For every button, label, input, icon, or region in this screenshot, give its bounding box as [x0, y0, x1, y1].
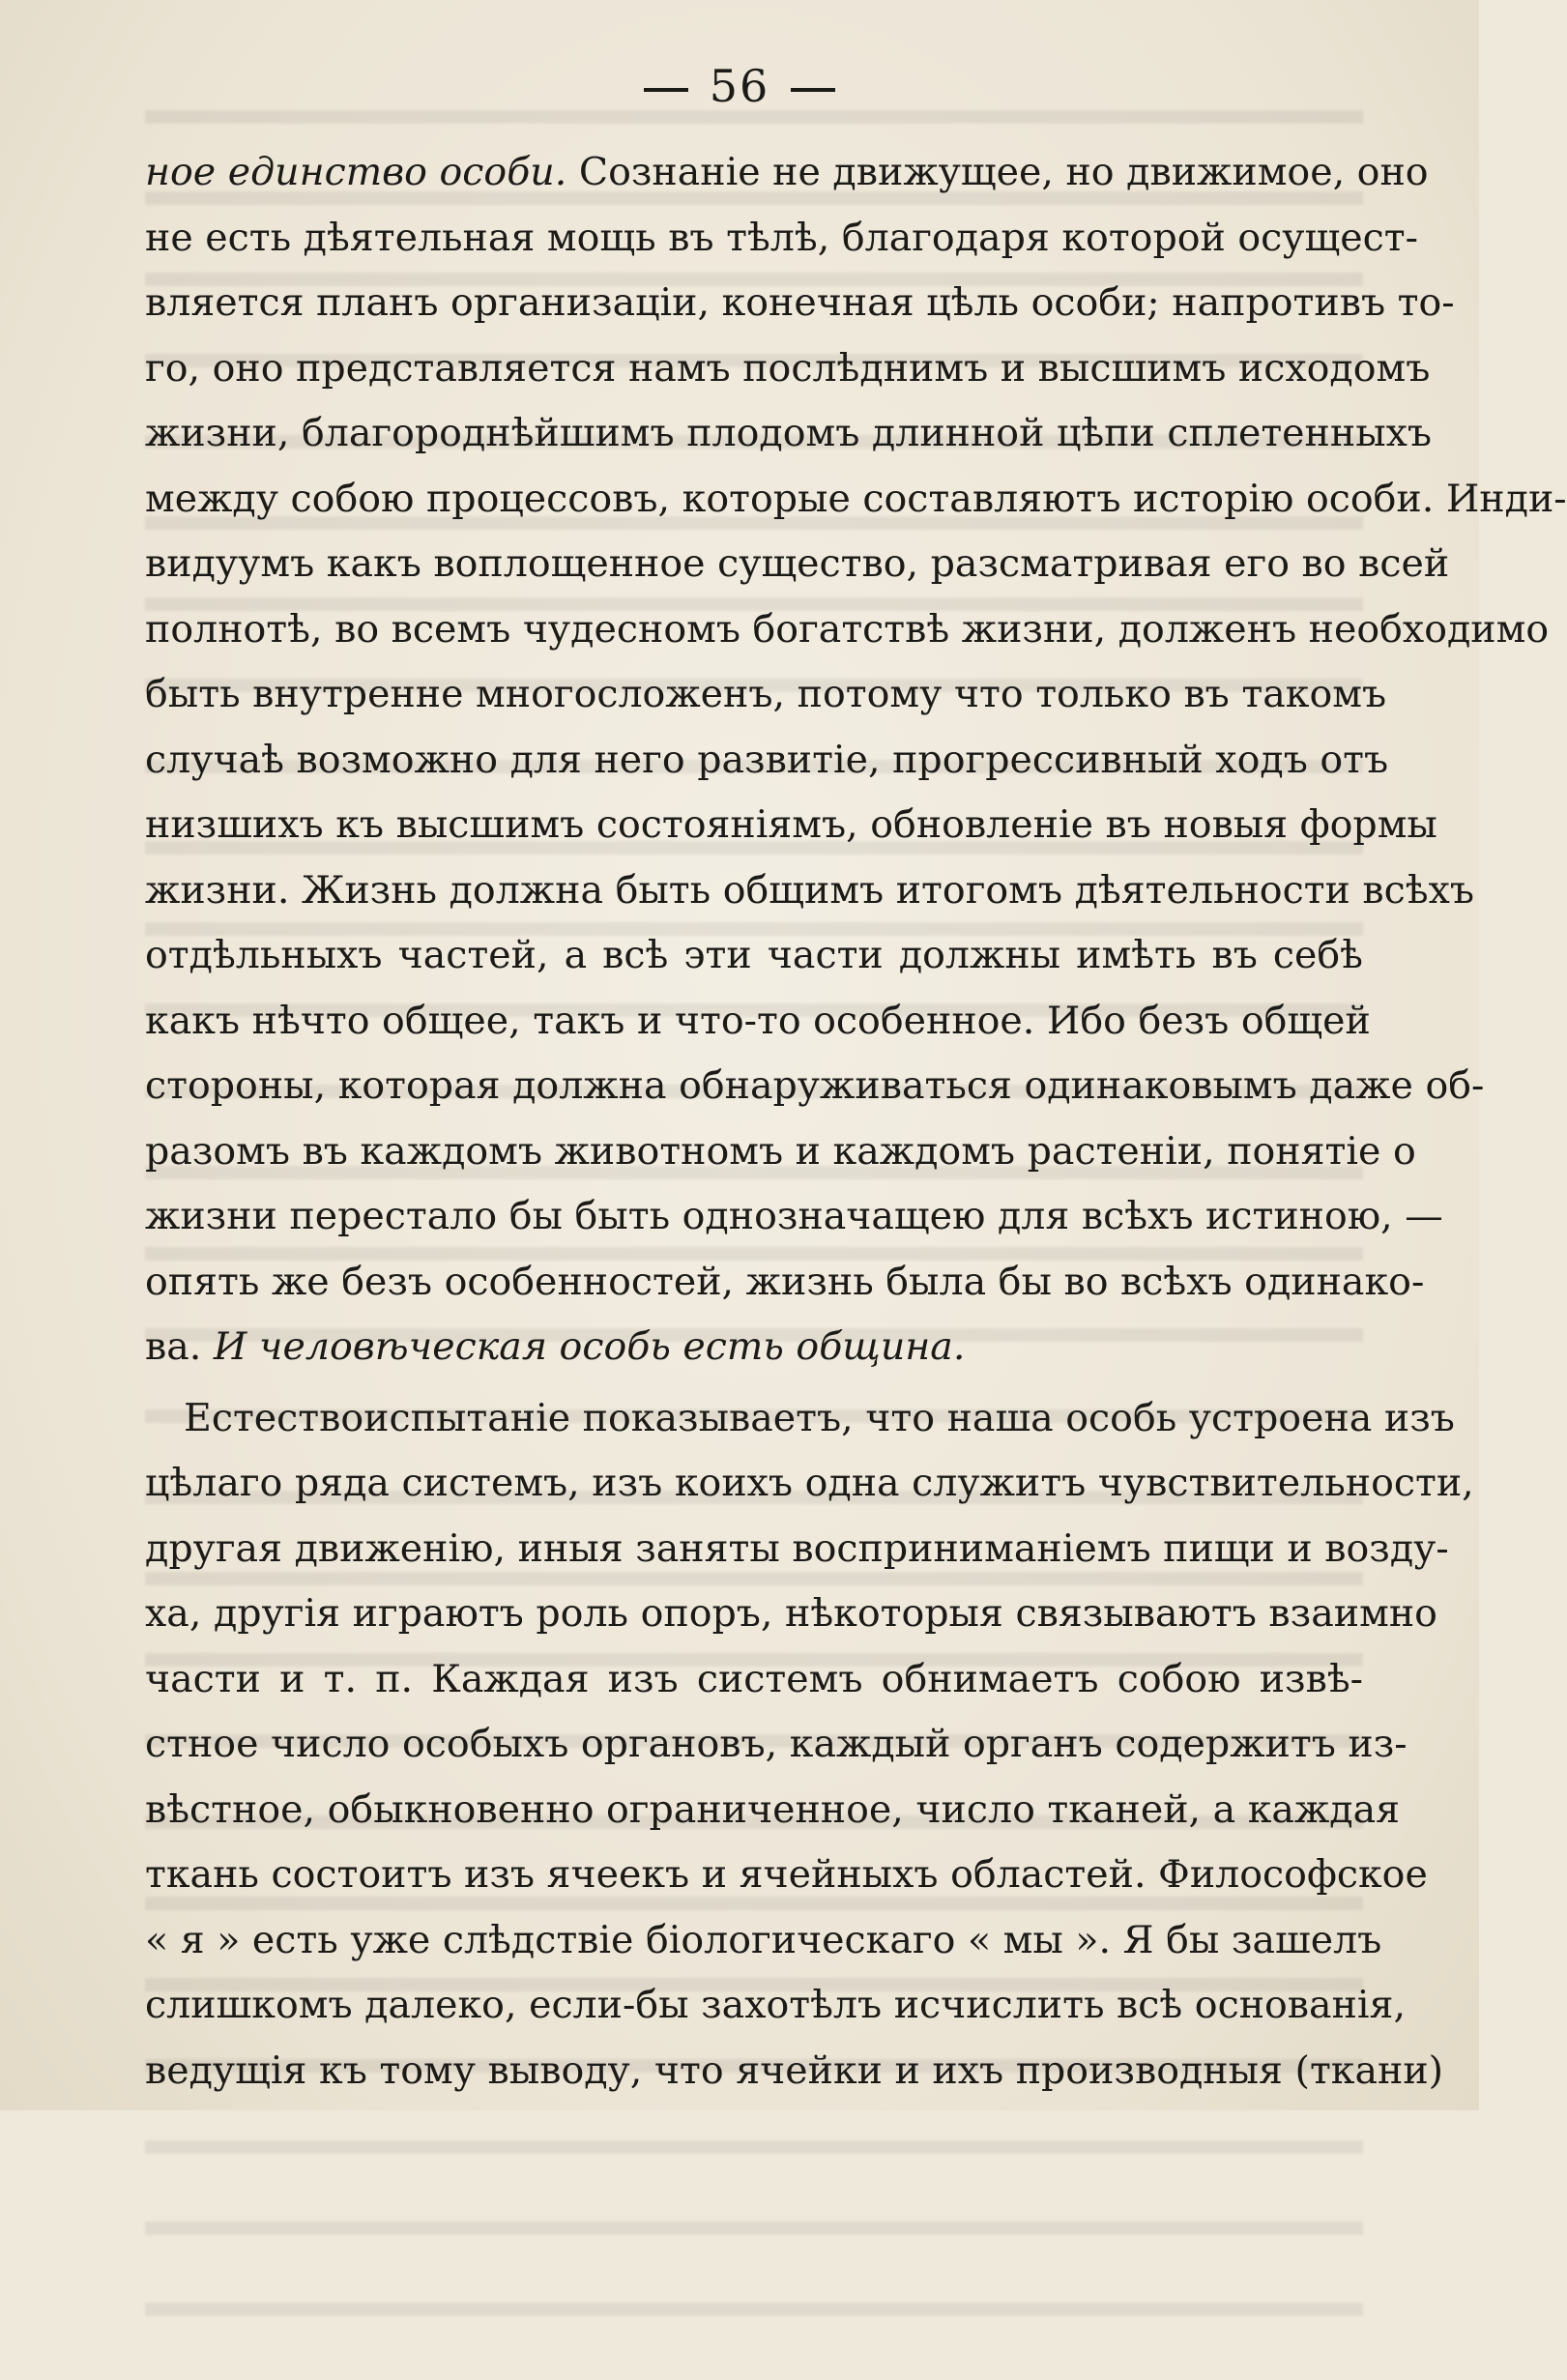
text-segment: Естествоиспытаніе показываетъ, что наша особь устроена изъ	[184, 1395, 1455, 1440]
text-line	[145, 1250, 1425, 1316]
text-segment: вляется планъ организаціи, конечная цѣль особи; напротивъ то-	[145, 280, 1455, 325]
text-segment: разомъ въ каждомъ животномъ и каждомъ растеніи, понятіе о	[145, 1128, 1416, 1174]
text-segment: жизни, благороднѣйшимъ плодомъ длинной цѣпи сплетенныхъ	[145, 411, 1433, 455]
text-segment: отдѣльныхъ частей, а всѣ эти части должны имѣть въ себѣ	[145, 933, 1363, 977]
text-segment: жизни. Жизнь должна быть общимъ итогомъ дѣятельности всѣхъ	[145, 867, 1475, 913]
text-line	[145, 1778, 1401, 1843]
text-segment: видуумъ какъ воплощенное существо, разсматривая его во всей	[145, 541, 1450, 586]
text-line	[145, 1582, 1437, 1647]
text-line	[145, 532, 1450, 597]
text-line	[145, 1386, 1455, 1452]
text-line	[145, 597, 1550, 663]
bleed-band	[145, 2303, 1363, 2380]
text-line	[145, 271, 1455, 336]
text-segment: стороны, которая должна обнаруживаться одинаковымъ даже об-	[145, 1063, 1485, 1108]
text-line	[145, 1647, 1363, 1713]
text-segment: низшихъ къ высшимъ состояніямъ, обновленіе въ новыя формы	[145, 802, 1437, 847]
text-line	[145, 1973, 1407, 2039]
text-segment: цѣлаго ряда системъ, изъ коихъ одна служитъ чувствительности,	[145, 1461, 1474, 1505]
text-segment: быть внутренне многосложенъ, потому что только въ такомъ	[145, 672, 1387, 716]
text-line	[145, 336, 1431, 402]
text-segment: стное число особыхъ органовъ, каждый органъ содержитъ из-	[145, 1722, 1407, 1766]
text-line	[145, 140, 1429, 206]
bleed-band	[145, 2221, 1363, 2299]
text-segment: полнотѣ, во всемъ чудесномъ богатствѣ жизни, долженъ необходимо	[145, 606, 1550, 652]
text-line	[145, 2039, 1444, 2104]
italic-text: И человѣческая особь есть община.	[213, 1324, 966, 1369]
text-segment: между собою процессовъ, которые составляютъ исторію особи. Инди-	[145, 476, 1567, 521]
text-line	[145, 793, 1437, 858]
text-segment: Сознаніе не движущее, но движимое, оно	[566, 150, 1429, 194]
page-number-dash-right	[791, 88, 835, 92]
text-segment: случаѣ возможно для него развитіе, прогрессивный ходъ отъ	[145, 737, 1389, 782]
text-segment: ва.	[145, 1324, 214, 1369]
text-segment: какъ нѣчто общее, такъ и что-то особенное. Ибо безъ общей	[145, 998, 1371, 1043]
text-segment: ткань состоитъ изъ ячеекъ и ячейныхъ областей. Философское	[145, 1852, 1428, 1897]
text-segment: го, оно представляется намъ послѣднимъ и высшимъ исходомъ	[145, 345, 1431, 391]
text-line	[145, 1315, 1363, 1380]
text-line	[145, 662, 1387, 728]
text-segment: ведущія къ тому выводу, что ячейки и ихъ производныя (ткани)	[145, 2047, 1444, 2093]
text-line	[145, 1054, 1485, 1119]
text-line	[145, 1517, 1449, 1582]
text-line	[145, 1908, 1382, 1974]
italic-text: ное единство особи.	[145, 150, 567, 194]
text-line	[145, 401, 1433, 467]
text-segment: ха, другія играютъ роль опоръ, нѣкоторыя связываютъ взаимно	[145, 1591, 1437, 1636]
body-text	[145, 140, 1567, 2104]
text-line	[145, 1119, 1416, 1185]
text-line	[145, 1451, 1474, 1517]
page-number	[0, 60, 1479, 112]
text-segment: слишкомъ далеко, если-бы захотѣлъ исчислить всѣ основанія,	[145, 1983, 1407, 2027]
paragraph	[145, 140, 1567, 1380]
paragraph	[145, 1386, 1474, 2104]
text-segment: « я » есть уже слѣдствіе біологическаго « мы ». Я бы зашелъ	[145, 1917, 1382, 1962]
text-segment: другая движенію, иныя заняты восприниманіемъ пищи и возду-	[145, 1525, 1449, 1571]
bleed-band	[145, 2140, 1363, 2218]
text-line	[145, 206, 1418, 272]
text-segment: не есть дѣятельная мощь въ тѣлѣ, благодаря которой осущест-	[145, 215, 1418, 260]
page-number-dash-left	[644, 88, 688, 92]
text-line	[145, 1184, 1443, 1250]
page-number-value: 56	[709, 60, 770, 112]
text-line	[145, 858, 1475, 924]
text-segment: части и т. п. Каждая изъ системъ обнимаетъ собою извѣ-	[145, 1656, 1363, 1701]
text-segment: вѣстное, обыкновенно ограниченное, число тканей, а каждая	[145, 1786, 1401, 1832]
text-line	[145, 467, 1567, 533]
text-segment: опять же безъ особенностей, жизнь была бы во всѣхъ одинако-	[145, 1259, 1425, 1304]
text-line	[145, 923, 1363, 989]
text-segment: жизни перестало бы быть однозначащею для всѣхъ истиною, —	[145, 1194, 1443, 1238]
text-line	[145, 1712, 1407, 1778]
text-line	[145, 989, 1371, 1055]
text-line	[145, 728, 1389, 794]
text-line	[145, 1843, 1428, 1908]
